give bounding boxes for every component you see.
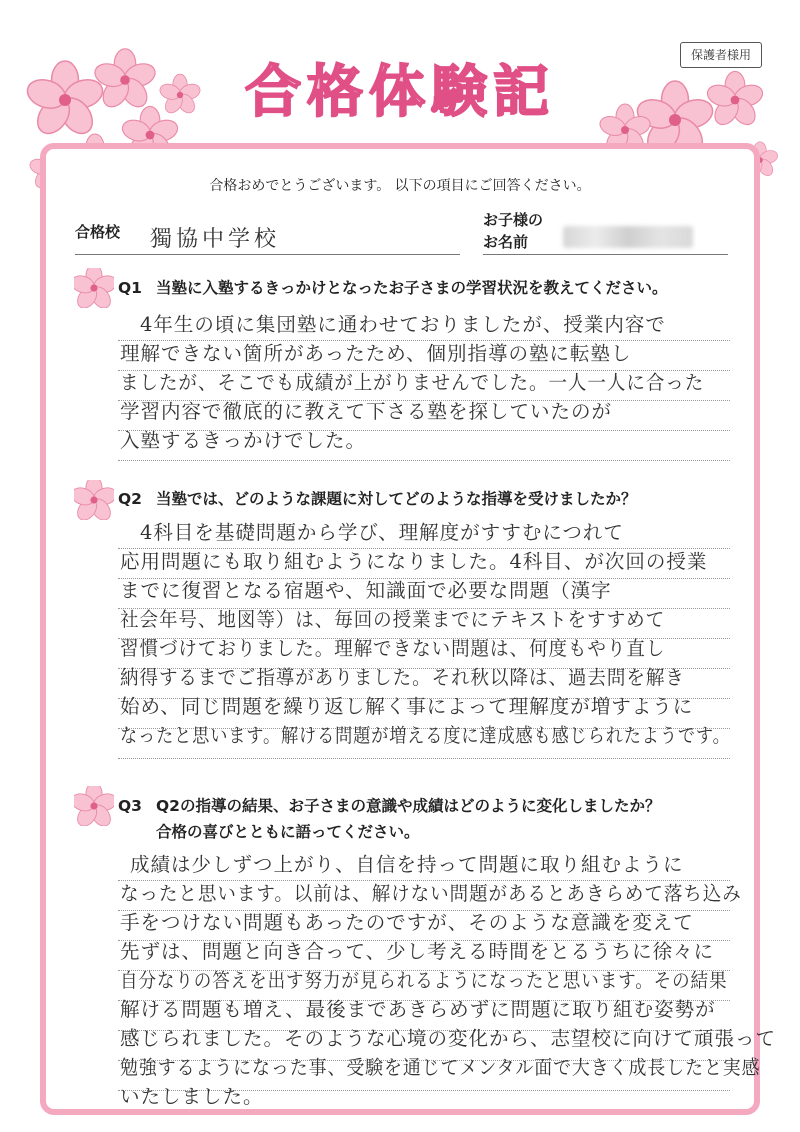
q3-question: Q2の指導の結果、お子さまの意識や成績はどのように変化しましたか？ xyxy=(156,797,661,815)
q3-question-line2: 合格の喜びとともに語ってください。 xyxy=(156,823,420,841)
q3-number: Q3 xyxy=(118,797,142,815)
q1-number: Q1 xyxy=(118,279,142,297)
ruled-line xyxy=(118,758,730,759)
q3-heading xyxy=(118,795,660,817)
answer-line: までに復習となる宿題や、知識面で必要な問題（漢字 xyxy=(120,579,612,602)
q3-answer xyxy=(120,850,777,1111)
flower-icon xyxy=(74,268,114,308)
child-name-label-line2: お名前 xyxy=(483,233,529,251)
q1-question: 当塾に入塾するきっかけとなったお子さまの学習状況を教えてください。 xyxy=(156,279,668,297)
answer-line: 自分なりの答えを出す努力が見られるようになったと思います。その結果 xyxy=(120,969,728,992)
answer-line: 社会年号、地図等）は、毎回の授業までにテキストをすすめて xyxy=(120,608,666,631)
child-name-redacted xyxy=(563,226,693,248)
answer-line: 応用問題にも取り組むようになりました。4科目、が次回の授業 xyxy=(120,550,708,573)
answer-line: 理解できない箇所があったため、個別指導の塾に転塾し xyxy=(120,342,632,365)
answer-line: 勉強するようになった事、受験を通じてメンタル面で大きく成長したと実感 xyxy=(120,1056,761,1079)
page-title: 合格体験記 xyxy=(245,60,555,125)
answer-line: 解ける問題も増え、最後まであきらめずに問題に取り組む姿勢が xyxy=(120,998,716,1021)
child-name-label-line1: お子様の xyxy=(483,211,544,229)
answer-line: 習慣づけておりました。理解できない問題は、何度もやり直し xyxy=(120,637,666,660)
school-label: 合格校 xyxy=(75,223,121,241)
answer-line: 入塾するきっかけでした。 xyxy=(120,429,367,452)
answer-line: なったと思います。以前は、解けない問題があるとあきらめて落ち込み xyxy=(120,882,742,905)
answer-line: 始め、同じ問題を繰り返し解く事によって理解度が増すように xyxy=(120,695,694,718)
answer-line: ましたが、そこでも成績が上がりませんでした。一人一人に合った xyxy=(120,371,705,394)
answer-line: 先ずは、問題と向き合って、少し考える時間をとるうちに徐々に xyxy=(120,940,715,963)
flower-icon xyxy=(74,786,114,826)
intro-text: 合格おめでとうございます。 以下の項目にご回答ください。 xyxy=(209,178,591,194)
answer-line: 手をつけない問題もあったのですが、そのような意識を変えて xyxy=(120,911,694,934)
school-underline xyxy=(75,254,460,255)
q2-heading xyxy=(118,488,637,510)
q1-heading xyxy=(118,277,668,299)
answer-line: 成績は少しずつ上がり、自信を持って問題に取り組むように xyxy=(130,853,684,876)
answer-line: 納得するまでご指導がありました。それ秋以降は、過去問を解き xyxy=(120,666,685,689)
answer-line: 学習内容で徹底的に教えて下さる塾を探していたのが xyxy=(120,400,613,423)
answer-line: 4科目を基礎問題から学び、理解度がすすむにつれて xyxy=(140,521,624,544)
q2-number: Q2 xyxy=(118,490,142,508)
q2-question: 当塾では、どのような課題に対してどのような指導を受けましたか？ xyxy=(156,490,637,508)
answer-line: 4年生の頃に集団塾に通わせておりましたが、授業内容で xyxy=(140,313,666,336)
q1-answer xyxy=(120,310,760,455)
name-underline xyxy=(483,254,728,255)
answer-line: いたしました。 xyxy=(120,1085,264,1108)
school-value: 獨協中学校 xyxy=(150,227,281,252)
flower-icon xyxy=(74,480,114,520)
ruled-line xyxy=(118,460,730,461)
answer-line: 感じられました。そのような心境の変化から、志望校に向けて頑張って xyxy=(120,1027,777,1050)
audience-badge: 保護者様用 xyxy=(680,42,762,68)
answer-line: なったと思います。解ける問題が増える度に達成感も感じられたようです。 xyxy=(120,724,731,747)
q2-answer xyxy=(120,518,760,750)
